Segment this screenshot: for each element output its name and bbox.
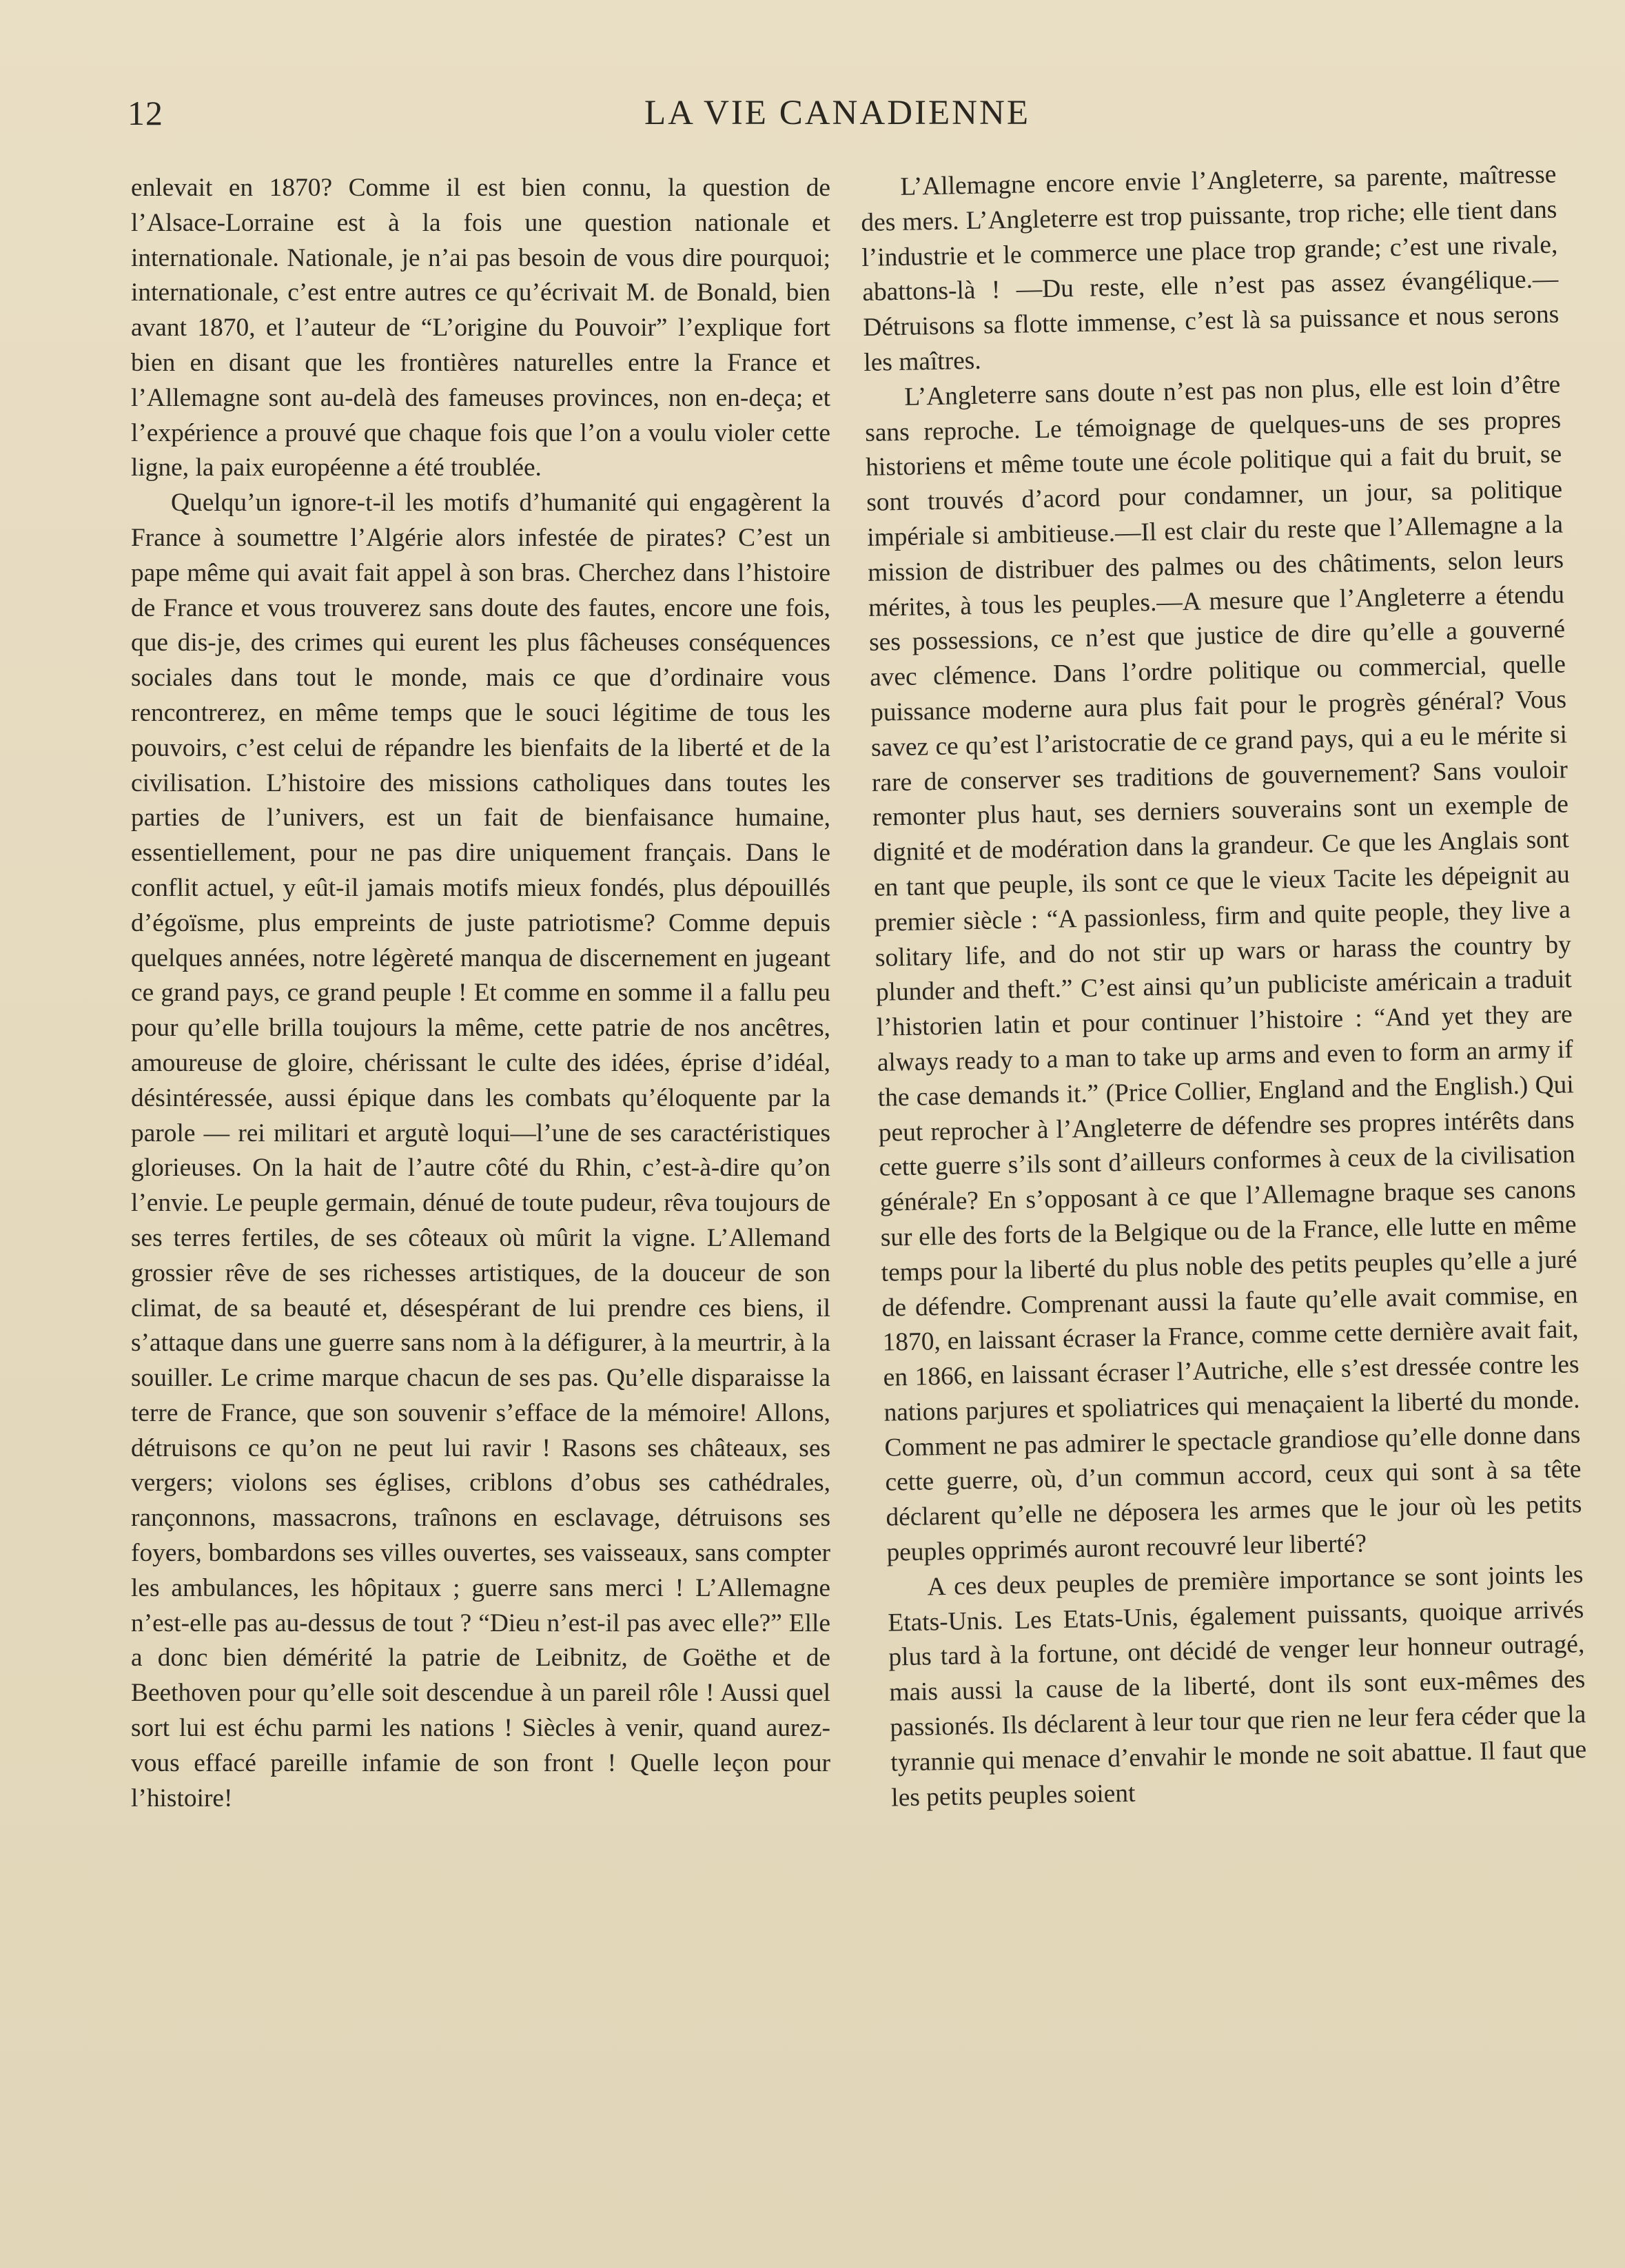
right-column [860, 160, 1587, 1816]
paragraph: L’Angleterre sans doute n’est pas non plus, elle est loin d’être sans reproche. Le témoignage de quelques-uns de ses propres historiens et même toute une école politique qui a fait du bruit, se sont trouvés d’acord pour condamner, un jour, sa politique impériale si ambitieuse.—Il est clair du reste que l’Allemagne a la mission de distribuer des palmes ou des châtiments, selon leurs mérites, à tous les peuples.—A mesure que l’Angleterre a étendu ses possessions, ce n’est que justice de dire qu’elle a gouverné avec clémence. Dans l’ordre politique ou commercial, quelle puissance moderne aura plus fait pour le progrès général? Vous savez ce qu’est l’aristocratie de ce grand pays, qui a eu le mérite si rare de conserver ses traditions de gouvernement? Sans vouloir remonter plus haut, ses derniers souverains sont un exemple de dignité et de modération dans la grandeur. Ce que les Anglais sont en tant que peuple, ils sont ce que le vieux Tacite les dépeignit au premier siècle : “A passionless, firm and quite people, they live a solitary life, and do not stir up wars or harass the country by plunder and theft.” C’est ainsi qu’un publiciste américain a traduit l’historien latin et pour continuer l’histoire : “And yet they are always ready to a man to take up arms and even to form an army if the case demands it.” (Price Collier, England and the English.) Qui peut reprocher à l’Angleterre de défendre ses propres intérêts dans cette guerre s’ils sont d’ailleurs conformes à ceux de la civilisation générale? En s’opposant à ce que l’Allemagne braque ses canons sur elle des forts de la Belgique ou de la France, elle lutte en même temps pour la liberté du plus noble des petits peuples qu’elle a juré de défendre. Comprenant aussi la faute qu’elle avait commise, en 1870, en laissant écraser la France, comme cette dernière avait fait, en 1866, en laissant écraser l’Autriche, elle s’est dressée contre les nations parjures et spoliatrices qui menaçaient la liberté du monde. Comment ne pas admirer le spectacle grandiose qu’elle donne dans cette guerre, où, d’un commun accord, ceux qui sont à sa tête déclarent qu’elle ne déposera les armes que le jour où les petits peuples opprimés auront recouvré leur liberté? [864, 370, 1582, 1567]
paragraph: L’Allemagne encore envie l’Angleterre, sa parente, maîtresse des mers. L’Angleterre est trop puissante, trop riche; elle tient dans l’industrie et le commerce une place trop grande; c’est une rivale, abattons-là ! —Du reste, elle n’est pas assez évangélique.—Détruisons sa flotte immense, c’est là sa puissance et nous serons les maîtres. [861, 160, 1560, 377]
running-title: LA VIE CANADIENNE [644, 94, 1030, 132]
left-column [131, 171, 830, 1816]
paragraph: Quelqu’un ignore-t-il les motifs d’humanité qui engagèrent la France à soumettre l’Algérie alors infestée de pirates? C’est un pape même qui avait fait appel à son bras. Cherchez dans l’histoire de France et vous trouverez sans doute des fautes, encore une fois, que dis-je, des crimes qui eurent les plus fâcheuses conséquences sociales dans tout le monde, mais ce que d’ordinaire vous rencontrerez, en même temps que le souci légitime de tous les pouvoirs, c’est celui de répandre les bienfaits de la liberté et de la civilisation. L’histoire des missions catholiques dans toutes les parties de l’univers, est un fait de bienfaisance humaine, essentiellement, pour ne pas dire uniquement français. Dans le conflit actuel, y eût-il jamais motifs mieux fondés, plus dépouillés d’égoïsme, plus empreints de juste patriotisme? Comme depuis quelques années, notre légèreté manqua de discernement en jugeant ce grand pays, ce grand peuple ! Et comme en somme il a fallu peu pour qu’elle brilla toujours la même, cette patrie de nos ancêtres, amoureuse de gloire, chérissant le culte des idées, éprise d’idéal, désintéressée, aussi épique dans les combats qu’éloquente par la parole — rei militari et argutè loqui—l’une de ses caractéristiques glorieuses. On la hait de l’autre côté du Rhin, c’est-à-dire qu’on l’envie. Le peuple germain, dénué de toute pudeur, rêva toujours de ses terres fertiles, de ses côteaux où mûrit la vigne. L’Allemand grossier rêve de ses richesses artistiques, de la douceur de son climat, de sa beauté et, désespérant de lui prendre ces biens, il s’attaque dans une guerre sans nom à la défigurer, à la meurtrir, à la souiller. Le crime marque chacun de ses pas. Qu’elle disparaisse la terre de France, que son souvenir s’efface de la mémoire! Allons, détruisons ce qu’on ne peut lui ravir ! Rasons ses châteaux, ses vergers; violons ses églises, criblons d’obus ses cathédrales, rançonnons, massacrons, traînons en esclavage, détruisons ses foyers, bombardons ses villes ouvertes, ses vaisseaux, sans compter les ambulances, les hôpitaux ; guerre sans merci ! L’Allemagne n’est-elle pas au-dessus de tout ? “Dieu n’est-il pas avec elle?” Elle a donc bien démérité la patrie de Leibnitz, de Goëthe et de Beethoven pour qu’elle soit descendue à un pareil rôle ! Aussi quel sort lui est échu parmi les nations ! Siècles à venir, quand aurez-vous effacé pareille infamie de son front ! Quelle leçon pour l’histoire! [131, 489, 830, 1812]
page-header [127, 93, 1547, 141]
paragraph: A ces deux peuples de première importance se sont joints les Etats-Unis. Les Etats-Unis, également puissants, quoique arrivés plus tard à la fortune, ont décidé de venger leur honneur outragé, mais aussi la cause de la liberté, dont ils sont eux-mêmes des passionés. Ils déclarent à leur tour que rien ne leur fera céder que la tyrannie qui menace d’envahir le monde ne soit abattue. Il faut que les petits peuples soient [888, 1560, 1587, 1812]
right-column-body [860, 158, 1588, 1816]
paragraph: enlevait en 1870? Comme il est bien connu, la question de l’Alsace-Lorraine est à la fois une question nationale et internationale. Nationale, je n’ai pas besoin de vous dire pourquoi; internationale, c’est entre autres ce qu’écrivait M. de Bonald, bien avant 1870, et l’auteur de “L’origine du Pouvoir” l’explique fort bien en disant que les frontières naturelles entre la France et l’Allemagne sont au-delà des fameuses provinces, non en-deça; et l’expérience a prouvé que chaque fois que l’on a voulu violer cette ligne, la paix européenne a été troublée. [131, 174, 830, 482]
page-number: 12 [127, 94, 163, 132]
